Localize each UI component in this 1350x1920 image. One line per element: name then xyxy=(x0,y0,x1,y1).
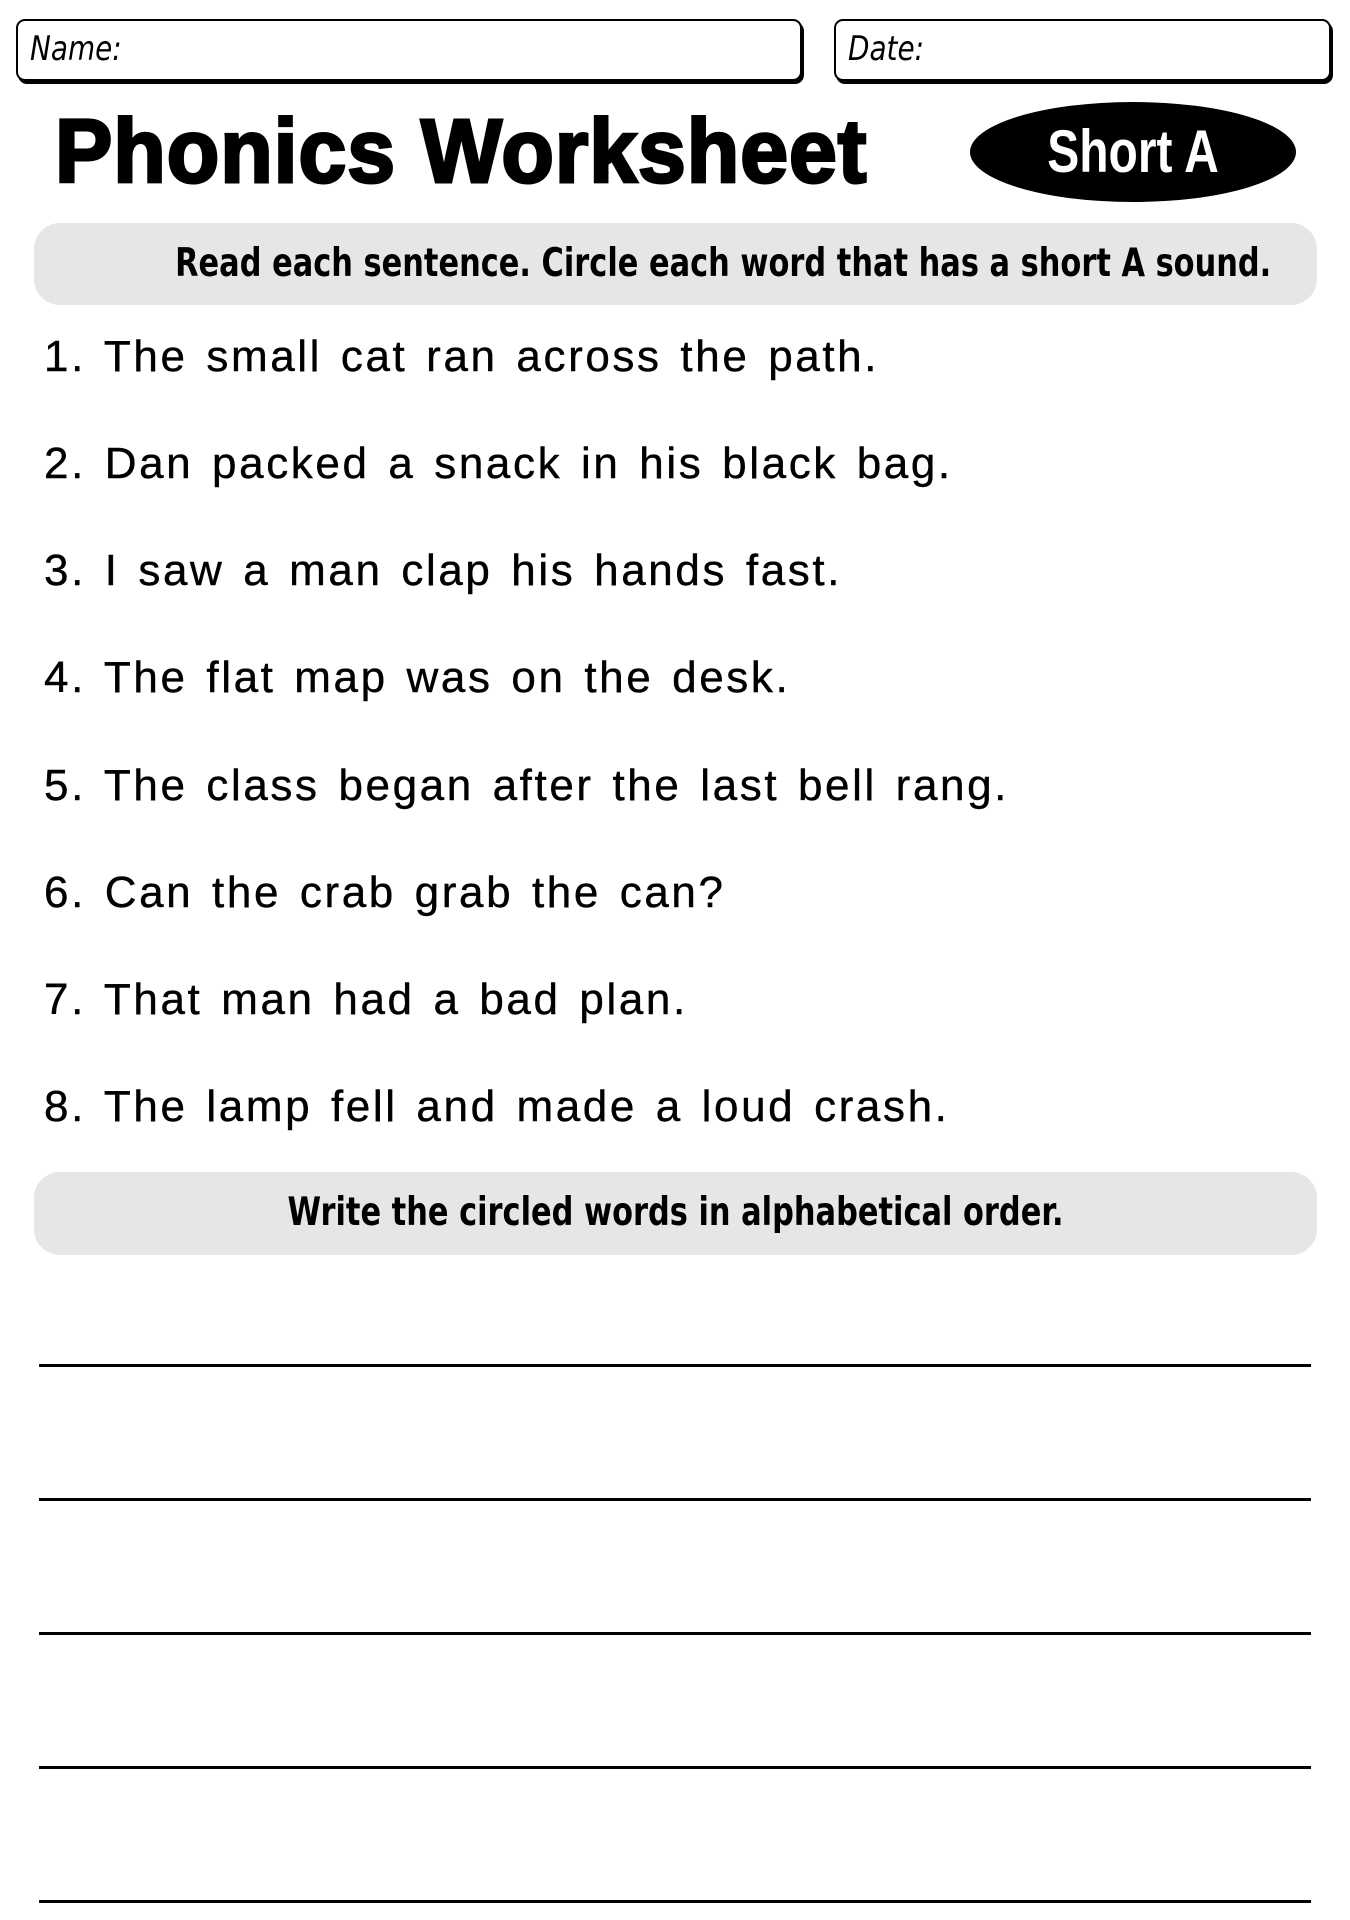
level-badge-label: Short A xyxy=(1047,118,1219,185)
answer-line[interactable] xyxy=(39,1498,1311,1501)
name-label: Name: xyxy=(30,29,122,69)
answer-line[interactable] xyxy=(39,1364,1311,1367)
sentence-item[interactable]: 8. The lamp fell and made a loud crash. xyxy=(44,1082,950,1131)
sentence-item[interactable]: 4. The flat map was on the desk. xyxy=(44,653,791,702)
page-title: Phonics Worksheet xyxy=(55,102,868,202)
instruction-banner-write xyxy=(34,1172,1317,1255)
date-label: Date: xyxy=(848,29,925,69)
answer-line[interactable] xyxy=(39,1632,1311,1635)
answer-line[interactable] xyxy=(39,1766,1311,1769)
sentence-item[interactable]: 7. That man had a bad plan. xyxy=(44,975,688,1024)
date-field[interactable] xyxy=(834,19,1331,81)
level-badge xyxy=(970,102,1296,202)
name-field[interactable] xyxy=(16,19,802,81)
sentence-item[interactable]: 2. Dan packed a snack in his black bag. xyxy=(44,439,953,488)
sentence-item[interactable]: 3. I saw a man clap his hands fast. xyxy=(44,546,843,595)
instruction-text: Read each sentence. Circle each word that has a short A sound. xyxy=(175,241,1272,286)
sentence-item[interactable]: 5. The class began after the last bell rang. xyxy=(44,761,1009,810)
instruction-text: Write the circled words in alphabetical order. xyxy=(287,1190,1064,1235)
sentence-item[interactable]: 1. The small cat ran across the path. xyxy=(44,332,880,381)
sentence-item[interactable]: 6. Can the crab grab the can? xyxy=(44,868,726,917)
instruction-banner-circle xyxy=(34,223,1317,305)
answer-line[interactable] xyxy=(39,1900,1311,1903)
